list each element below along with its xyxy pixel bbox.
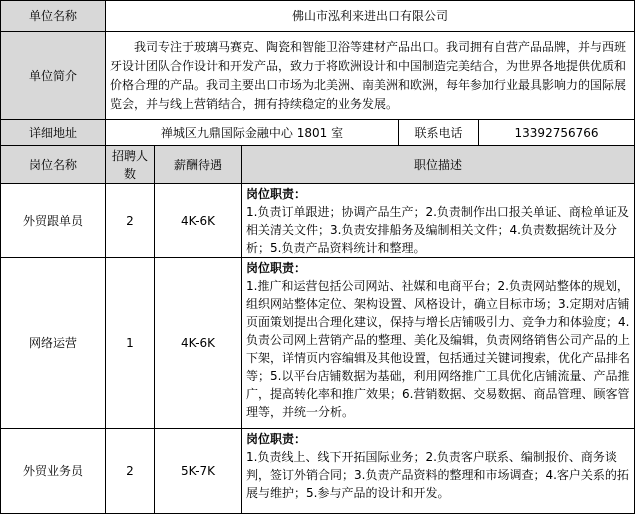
address-row <box>1 120 635 146</box>
job-salary: 4K-6K <box>155 184 242 258</box>
duty-heading: 岗位职责： <box>246 432 307 446</box>
address-label: 详细地址 <box>1 120 106 146</box>
duty-text: 1.负责订单跟进；协调产品生产；2.负责制作出口报关单证、商检单证及相关清关文件；3.负责安排船务及编制相关文件；4.负责数据统计及分析；5.负责产品资料统计和整理。 <box>246 205 629 255</box>
job-title: 外贸业务员 <box>1 429 106 514</box>
phone-label: 联系电话 <box>399 120 479 146</box>
job-salary: 4K-6K <box>155 258 242 429</box>
address-value: 禅城区九鼎国际金融中心 1801 室 <box>106 120 399 146</box>
job-description <box>242 184 635 258</box>
duty-heading: 岗位职责： <box>246 261 307 275</box>
job-row <box>1 258 635 429</box>
duty-heading: 岗位职责： <box>246 187 307 201</box>
duty-text: 1.负责线上、线下开拓国际业务；2.负责客户联系、编制报价、商务谈判，签订外销合同；3.负责产品资料的整理和市场调查；4.客户关系的拓展与维护；5.参与产品的设计和开发。 <box>246 450 629 500</box>
header-row <box>1 146 635 184</box>
duty-text: 1.推广和运营包括公司网站、社媒和电商平台；2.负责网站整体的规划，组织网站整体定位、架构设置、风格设计，确立目标市场；3.定期对店铺页面策划提出合理化建议，保持与增长店铺吸引力、竞争力和体验度；4.负责公司网上营销产品的整理、美化及编辑，负责网络销售公司产品的上下架，详情页内容编辑及其他设置，包括通过关键词搜索，优化产品排名等；5.以平台店铺数据为基础，利用网络推广工具优化店铺流量、产品推广，提高转化率和推广效果；6.营销数据、交易数据、商品管理、顾客管理等，并统一分析。 <box>246 279 631 419</box>
company-intro-label: 单位简介 <box>1 32 106 120</box>
col-description: 职位描述 <box>242 146 635 184</box>
job-title: 网络运营 <box>1 258 106 429</box>
job-title: 外贸跟单员 <box>1 184 106 258</box>
company-name-row <box>1 1 635 32</box>
col-headcount: 招聘人数 <box>106 146 155 184</box>
company-name-label: 单位名称 <box>1 1 106 32</box>
job-row <box>1 184 635 258</box>
company-intro-row <box>1 32 635 120</box>
job-salary: 5K-7K <box>155 429 242 514</box>
phone-value: 13392756766 <box>479 120 635 146</box>
company-intro: 我司专注于玻璃马赛克、陶瓷和智能卫浴等建材产品出口。我司拥有自营产品品牌，并与西班牙设计团队合作设计和开发产品，致力于将欧洲设计和中国制造完美结合，为世界各地提供优质和价格合理的产品。我司主要出口市场为北美洲、南美洲和欧洲，每年参加行业最具影响力的国际展览会，并与线上营销结合，拥有持续稳定的业务发展。 <box>106 32 635 120</box>
job-headcount: 1 <box>106 258 155 429</box>
job-row <box>1 429 635 514</box>
col-position: 岗位名称 <box>1 146 106 184</box>
job-headcount: 2 <box>106 184 155 258</box>
col-salary: 薪酬待遇 <box>155 146 242 184</box>
job-description <box>242 429 635 514</box>
job-description <box>242 258 635 429</box>
job-headcount: 2 <box>106 429 155 514</box>
company-name: 佛山市泓利来进出口有限公司 <box>106 1 635 32</box>
